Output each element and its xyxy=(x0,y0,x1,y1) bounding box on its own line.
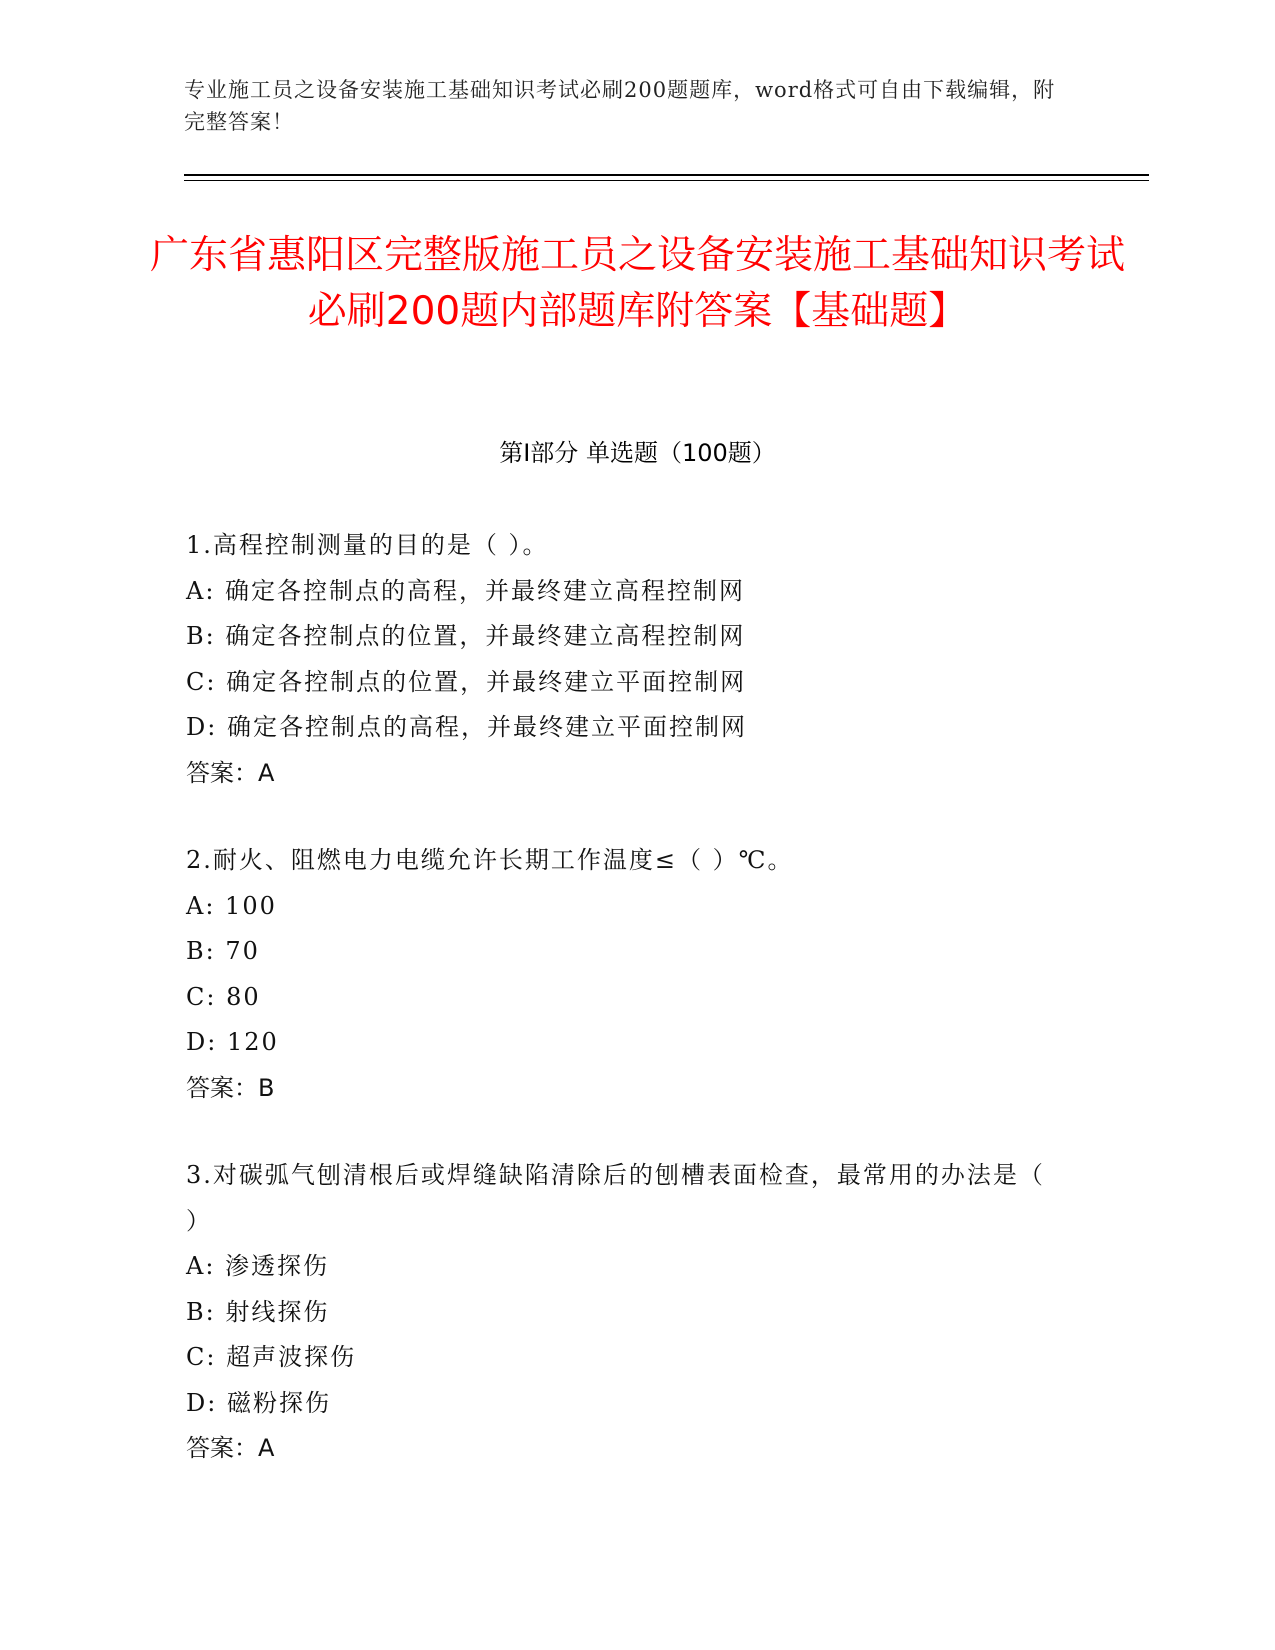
question-stem: 1.高程控制测量的目的是（ ）。 xyxy=(186,531,549,559)
question-2 xyxy=(186,838,1066,1111)
answer: 答案：B xyxy=(186,1073,275,1102)
header-note: 专业施工员之设备安装施工基础知识考试必刷200题题库，word格式可自由下载编辑，附完整答案！ xyxy=(184,78,1056,134)
question-stem: 3.对碳弧气刨清根后或焊缝缺陷清除后的刨槽表面检查，最常用的办法是（ ） xyxy=(186,1161,1045,1235)
section-title: 第Ⅰ部分 单选题（100题） xyxy=(499,439,776,467)
option-b: B: 确定各控制点的位置，并最终建立高程控制网 xyxy=(186,622,746,650)
option-b: B: 70 xyxy=(186,937,260,965)
option-c: C: 80 xyxy=(186,982,261,1011)
option-a: A: 渗透探伤 xyxy=(186,1252,330,1280)
header-divider-thin xyxy=(184,180,1149,181)
option-b: B: 射线探伤 xyxy=(186,1297,330,1326)
answer: 答案：A xyxy=(186,1434,275,1462)
option-d: D: 确定各控制点的高程，并最终建立平面控制网 xyxy=(186,713,747,741)
option-d: D: 120 xyxy=(186,1028,279,1056)
question-stem: 2.耐火、阻燃电力电缆允许长期工作温度≤（ ）℃。 xyxy=(186,846,794,874)
document-title: 广东省惠阳区完整版施工员之设备安装施工基础知识考试必刷200题内部题库附答案【基础题】 xyxy=(150,233,1126,334)
option-d: D: 磁粉探伤 xyxy=(186,1388,331,1417)
option-c: C: 确定各控制点的位置，并最终建立平面控制网 xyxy=(186,667,747,696)
option-c: C: 超声波探伤 xyxy=(186,1343,357,1371)
option-a: A: 100 xyxy=(186,891,277,920)
question-1 xyxy=(186,523,1066,796)
header-divider-thick xyxy=(184,174,1149,176)
question-3 xyxy=(186,1153,1066,1472)
question-list xyxy=(186,523,1066,1514)
answer: 答案：A xyxy=(186,758,275,787)
option-a: A: 确定各控制点的高程，并最终建立高程控制网 xyxy=(186,576,746,605)
